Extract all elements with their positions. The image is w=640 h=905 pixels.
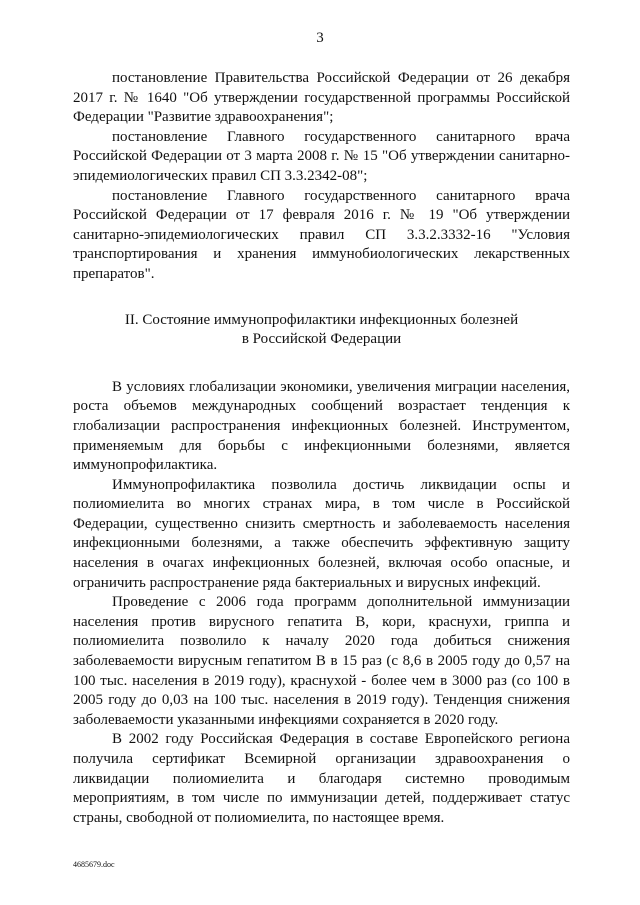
body-paragraph: Иммунопрофилактика позволила достичь ликвидации оспы и полиомиелита во многих странах мира, в том числе в Российской Федерации, существенно снизить смертность и заболеваемость населения инфекционными болезнями, а также обеспечить эффективную защиту населения в очагах инфекционных болезней, включая особо опасные, и ограничить распространение ряда бактериальных и вирусных инфекций. [73, 476, 570, 591]
body-paragraph: Проведение с 2006 года программ дополнительной иммунизации населения против вирусного гепатита В, кори, краснухи, гриппа и полиомиелита позволило к началу 2020 года добиться снижения заболеваемости вирусным гепатитом В в 15 раз (с 8,6 в 2005 году до 0,57 на 100 тыс. населения в 2019 году), краснухой - более чем в 3000 раз (со 100 в 2005 году до 0,03 на 100 тыс. населения в 2019 году). Тенденция снижения заболеваемости указанными инфекциями сохраняется в 2020 году. [73, 594, 570, 728]
body-paragraph: В 2002 году Российская Федерация в составе Европейского региона получила сертификат Всемирной организации здравоохранения о ликвидации полиомиелита и благодаря системно проводимым мероприятиям, в том числе по иммунизации детей, поддерживает статус страны, свободной от полиомиелита, по настоящее время. [73, 731, 570, 826]
reference-item: постановление Главного государственного санитарного врача Российской Федерации от 17 февраля 2016 г. № 19 "Об утверждении санитарно-эпидемиологических правил СП 3.3.2.3332-16 "Условия транспортирования и хранения иммунобиологических лекарственных препаратов". [73, 187, 570, 282]
page-number: 3 [316, 30, 324, 46]
section-heading [73, 311, 570, 350]
body-paragraph: В условиях глобализации экономики, увеличения миграции населения, роста объемов международных сообщений возрастает тенденция к глобализации распространения инфекционных болезней. Инструментом, применяемым для борьбы с инфекционными болезнями, является иммунопрофилактика. [73, 378, 570, 474]
section-heading-line: II. Состояние иммунопрофилактики инфекционных болезней [124, 311, 519, 328]
reference-item: постановление Главного государственного санитарного врача Российской Федерации от 3 марта 2008 г. № 15 "Об утверждении санитарно-эпидемиологических правил СП 3.3.2342-08"; [73, 128, 570, 184]
footer-file-name: 4685679.doc [73, 860, 115, 869]
reference-item: постановление Правительства Российской Федерации от 26 декабря 2017 г. № 1640 "Об утверждении государственной программы Российской Федерации "Развитие здравоохранения"; [73, 70, 570, 126]
section-heading-line: в Российской Федерации [241, 331, 402, 348]
document-body [73, 69, 570, 828]
